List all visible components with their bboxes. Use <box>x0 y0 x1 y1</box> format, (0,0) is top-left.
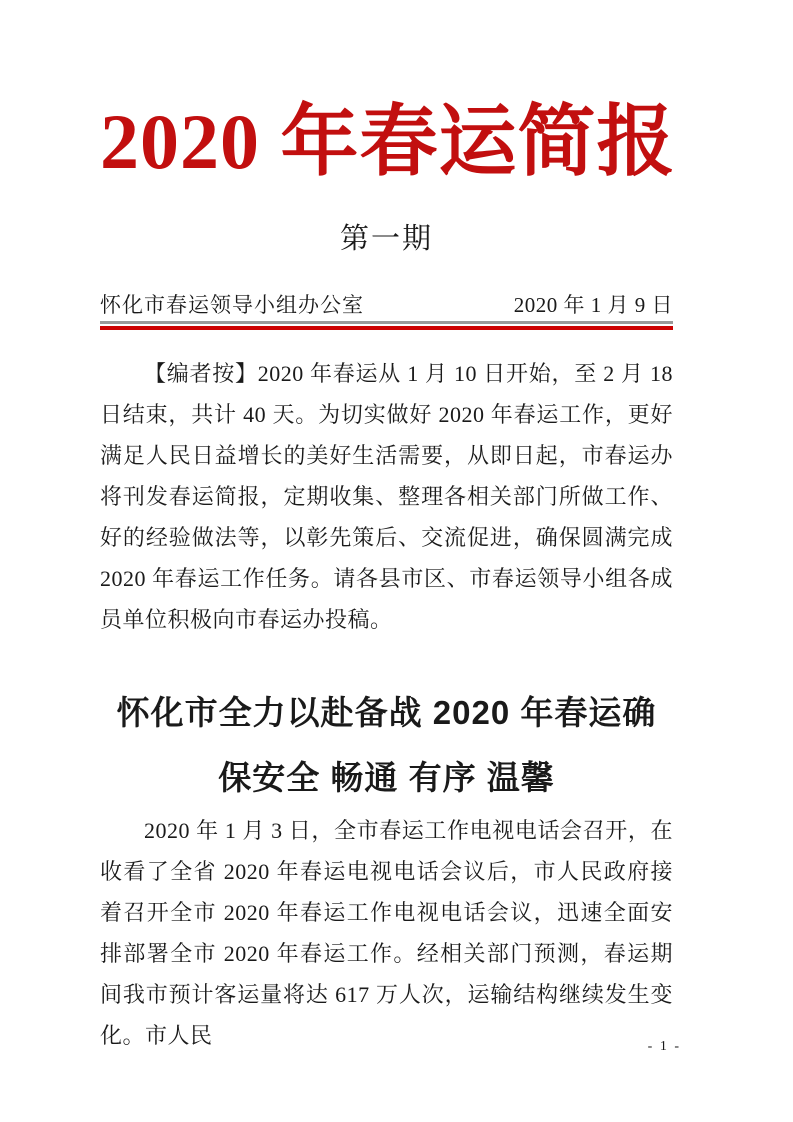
article-heading <box>100 680 673 810</box>
page-number: - 1 - <box>647 1039 681 1054</box>
article-body-paragraph: 2020 年 1 月 3 日，全市春运工作电视电话会召开，在收看了全省 2020 年春运电视电话会议后，市人民政府接着召开全市 2020 年春运工作电视电话会议，迅速全面安排部署全市 2020 年春运工作。经相关部门预测，春运期间我市预计客运量将达 617 万人次，运输结构继续发生变化。市人民 <box>100 818 673 1048</box>
issue-date: 2020 年 1 月 9 日 <box>513 293 673 317</box>
masthead-divider <box>100 321 673 330</box>
divider-red-rule <box>100 326 673 330</box>
article-heading-line-2: 保安全 畅通 有序 温馨 <box>218 759 555 796</box>
editor-note-paragraph: 【编者按】2020 年春运从 1 月 10 日开始，至 2 月 18 日结束，共计 40 天。为切实做好 2020 年春运工作，更好满足人民日益增长的美好生活需要，从即日起，市春运办将刊发春运简报，定期收集、整理各相关部门所做工作、好的经验做法等，以彰先策后、交流促进，确保圆满完成 2020 年春运工作任务。请各县市区、市春运领导小组各成员单位积极向市春运办投稿。 <box>100 361 673 632</box>
masthead-row <box>100 292 673 318</box>
page-content <box>100 0 676 1056</box>
bulletin-title: 2020 年春运简报 <box>100 98 676 185</box>
issuing-office: 怀化市春运领导小组办公室 <box>100 293 364 317</box>
article-heading-line-1: 怀化市全力以赴备战 2020 年春运确 <box>116 694 657 731</box>
issue-label: 第一期 <box>339 223 433 255</box>
